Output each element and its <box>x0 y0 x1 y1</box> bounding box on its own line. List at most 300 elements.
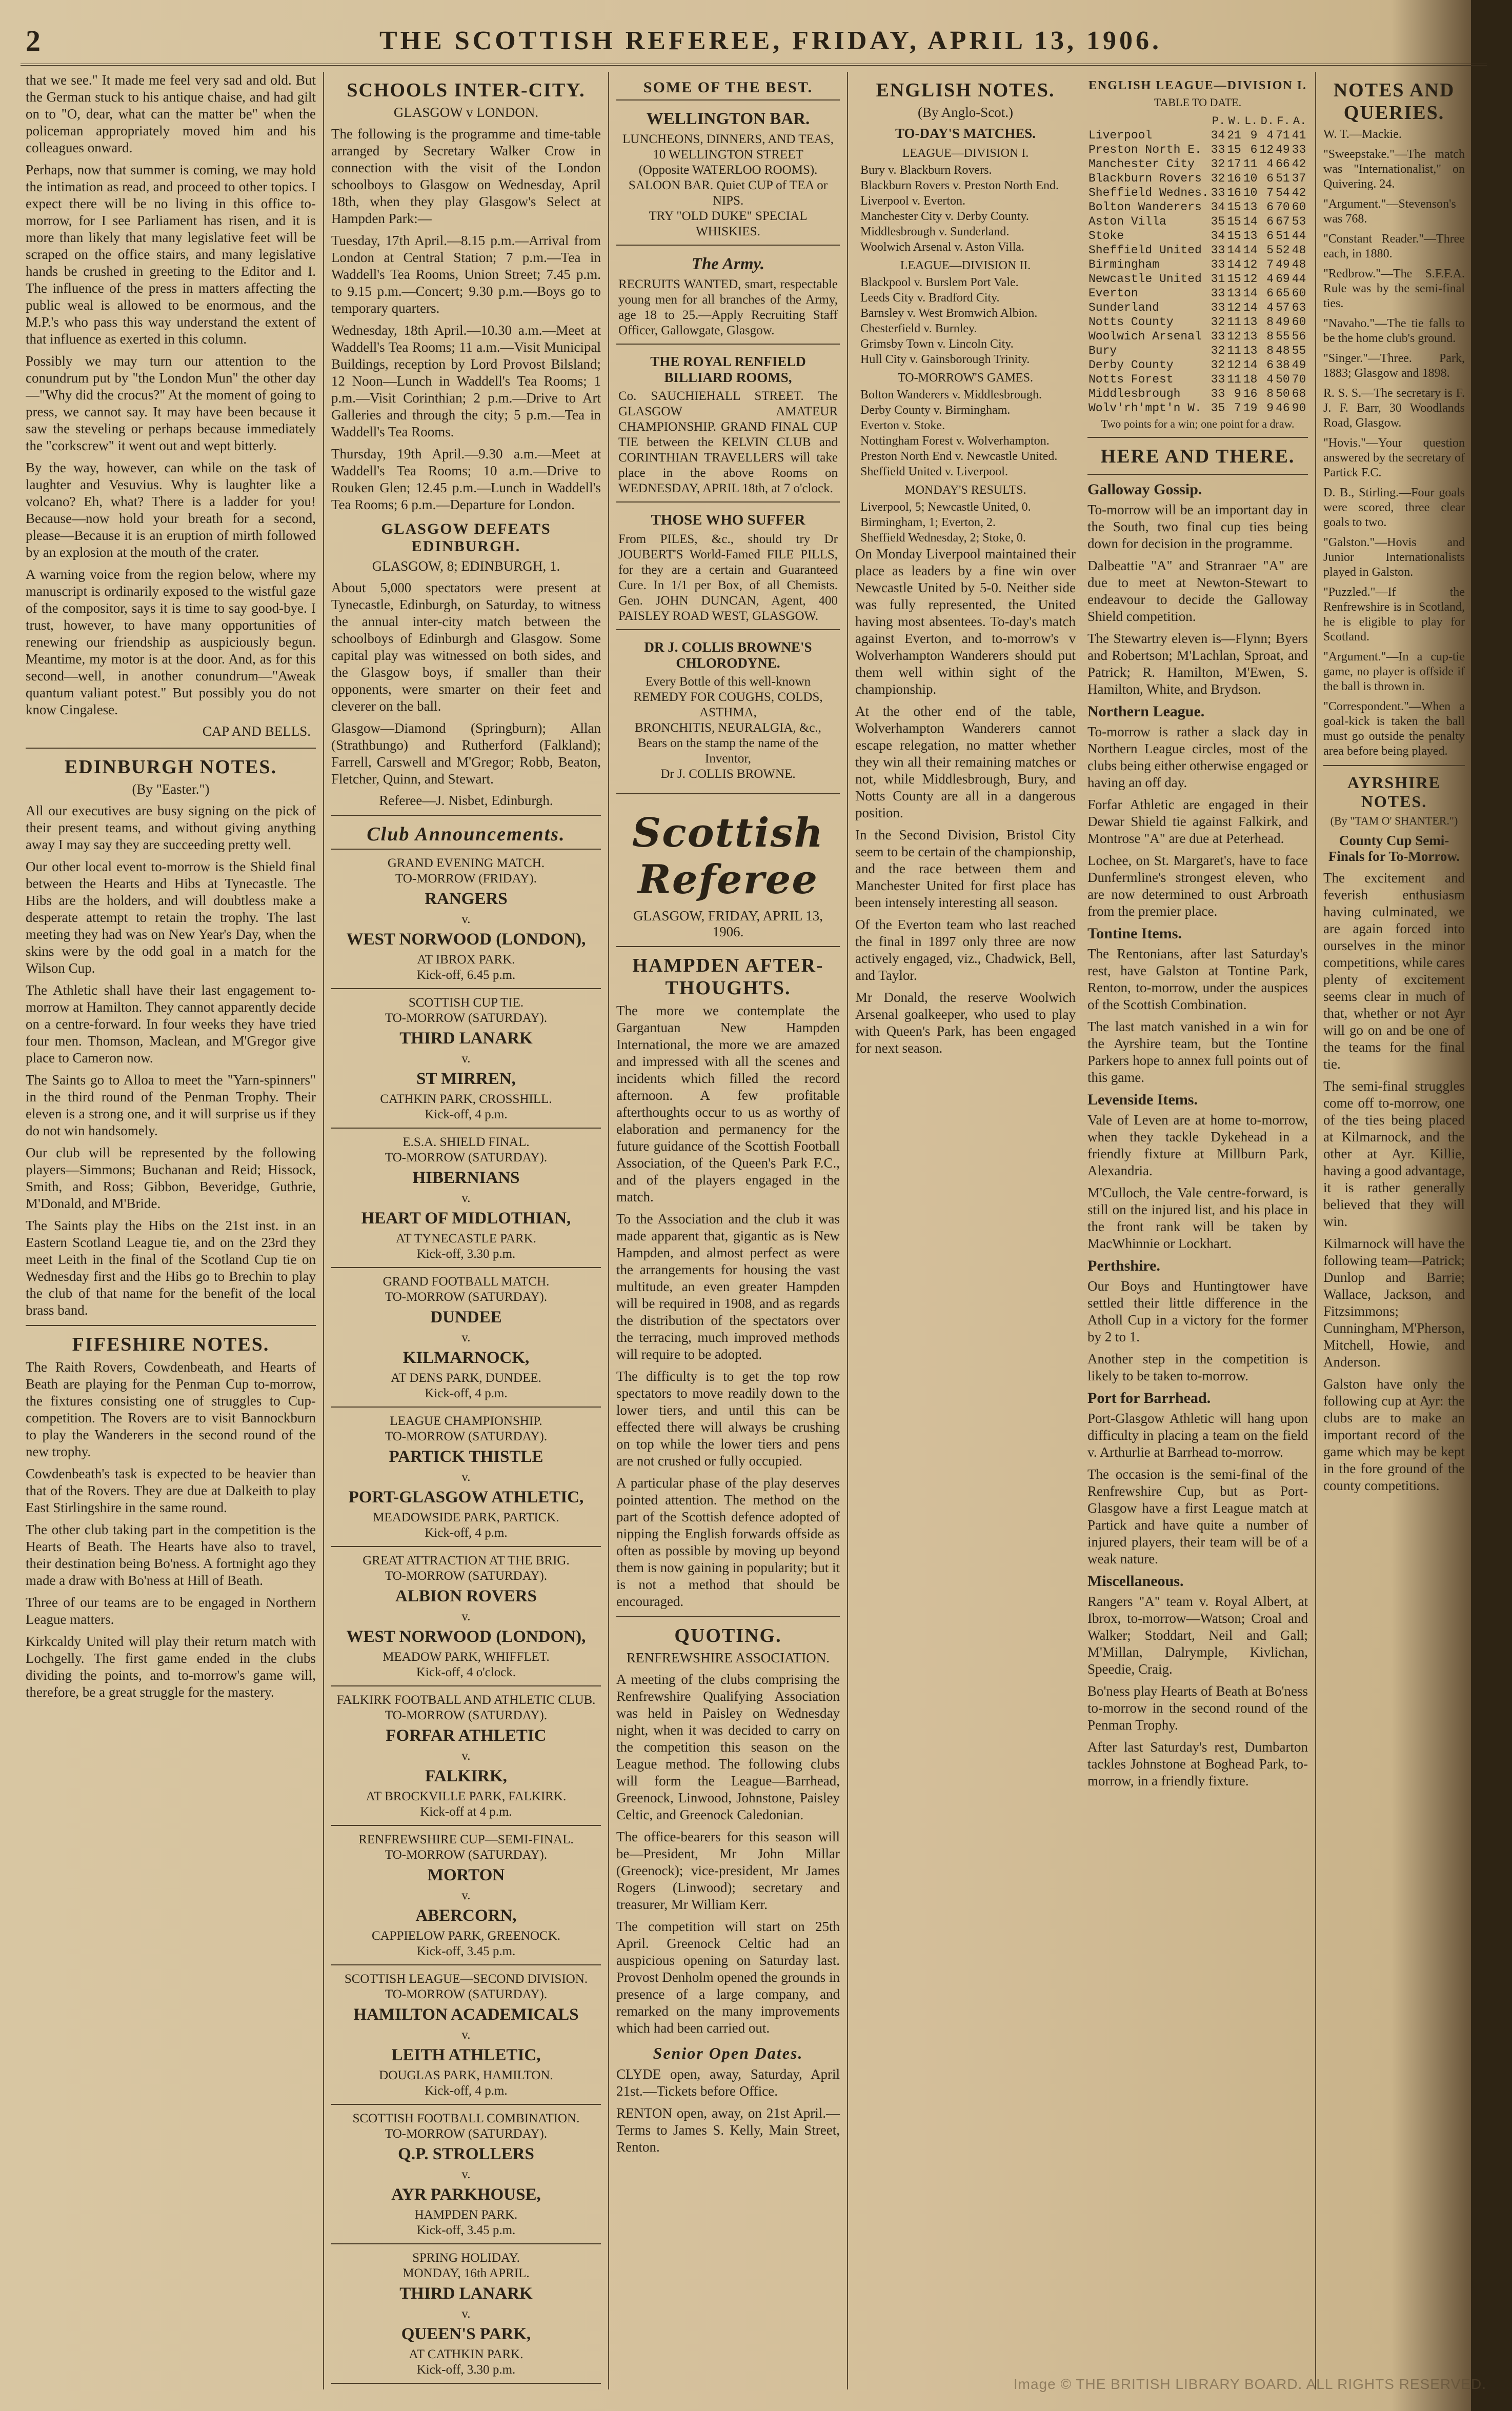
league-stat: 55 <box>1292 344 1306 357</box>
announcement-versus: v. <box>461 1749 471 1763</box>
announcement-detail: AT CATHKIN PARK. <box>409 2347 523 2361</box>
league-stat: 48 <box>1292 244 1306 257</box>
league-stat <box>1307 171 1308 186</box>
league-stat: 14 <box>1243 358 1258 372</box>
query-answer: "Correspondent."—When a goal-kick is taken the ball must go outside the penalty area before being played. <box>1323 700 1465 758</box>
announcement-detail: Kick-off, 6.45 p.m. <box>416 968 516 982</box>
paragraph: Possibly we may turn our attention to the conundrum put by "the London Mun" the other day—"Why did the crocus?" At the moment of going to press, we cannot say. It may have been because it saw the steveling or perhaps because immediately the "corkscrew" it went out and wept bitterly. <box>26 353 316 453</box>
page-edge-shadow <box>1471 0 1512 2411</box>
paragraph: A warning voice from the region below, where my manuscript is ordinarily exposed to the wistful gaze of the compositor, says it is time to say good-bye. I trust, however, to have many opportunities of renewing our friendship as auspiciously begun. Meantime, my motor is at the door. And, as for this second—well, in another conundrum—"Aweak quantum valiant potest." But possibly you do not know Cingalese. <box>26 567 316 717</box>
league-stat: 16 <box>1227 186 1241 199</box>
billiard-heading: THE ROYAL RENFIELD BILLIARD ROOMS, <box>650 354 806 385</box>
league-stat: 13 <box>1243 229 1258 243</box>
announcement-box <box>331 1685 601 1825</box>
league-stat: 4 <box>1266 157 1274 171</box>
league-club-name: Birmingham <box>1088 258 1160 271</box>
league-club-name: Sheffield United <box>1088 244 1202 257</box>
army-text: RECRUITS WANTED, smart, respectable young men for all branches of the Army, age 18 to 25.—Apply Recruiting Staff Officer, Gallowgate, Glasgow. <box>618 277 838 337</box>
league-stat: 57 <box>1276 301 1290 314</box>
league-stat: 34 <box>1211 200 1225 214</box>
fixture-row: Grimsby Town v. Lincoln City. <box>860 337 1014 351</box>
league-stat: 12 <box>1227 330 1241 343</box>
divider <box>1087 474 1308 475</box>
fixture-row: Barnsley v. West Bromwich Albion. <box>860 307 1038 320</box>
league-stat: 60 <box>1292 200 1306 214</box>
league-table-col-club <box>1087 114 1210 128</box>
schools-body <box>331 126 601 513</box>
here-and-there-heading: HERE AND THERE. <box>1100 446 1295 467</box>
advert-line: LUNCHEONS, DINNERS, AND TEAS, <box>622 132 834 146</box>
league-club-name: Middlesbrough <box>1088 387 1181 400</box>
ayrshire-byline: (By "TAM O' SHANTER.") <box>1330 814 1458 827</box>
announcement-team: ST MIRREN, <box>416 1070 516 1088</box>
announcement-line: TO-MORROW (SATURDAY). <box>385 1987 548 2001</box>
league-table-row <box>1087 358 1308 372</box>
fixture-row: Bolton Wanderers v. Middlesbrough. <box>860 388 1042 401</box>
league-stat: 11 <box>1227 315 1241 329</box>
league-stat: 17 <box>1227 157 1241 171</box>
league-stat: 8 <box>1266 344 1274 357</box>
paragraph: The Raith Rovers, Cowdenbeath, and Hearts of Beath are playing for the Penman Cup to-morrow, the fixtures consisting one of struggles to Cup-competition. The Rovers are to visit Bannockburn to play the Wanderers in the second round of the new trophy. <box>26 1359 316 1459</box>
league-club-name: Aston Villa <box>1088 215 1166 228</box>
league-club-name: Bolton Wanderers <box>1088 200 1202 214</box>
league-stat <box>1307 329 1308 344</box>
league-stat <box>1307 372 1308 387</box>
fixture-row: Bury v. Blackburn Rovers. <box>860 164 992 177</box>
divider <box>616 1616 840 1617</box>
league-stat: 15 <box>1227 143 1241 156</box>
league-stat: 33 <box>1211 373 1225 386</box>
announcement-versus: v. <box>461 1888 471 1902</box>
league-table-row <box>1087 128 1308 143</box>
league-club-name: Liverpool <box>1088 129 1153 142</box>
paragraph: At the other end of the table, Wolverhampton Wanderers cannot escape relegation, no matter whether they win all their remaining matches or not, while Middlesbrough, Bury, and Notts County are all in a dangerous position. <box>855 704 1076 820</box>
quoting-heading: QUOTING. <box>674 1625 782 1646</box>
league-stat: 13 <box>1243 330 1258 343</box>
league-stat: 65 <box>1276 287 1290 300</box>
column-5 <box>1323 72 1465 2389</box>
league-stat: 6 <box>1266 229 1274 243</box>
announcement-team: HEART OF MIDLOTHIAN, <box>361 1209 571 1228</box>
fixture-list-title: LEAGUE—DIVISION II. <box>900 259 1031 272</box>
query-answer: D. B., Stirling.—Four goals were scored, three clear goals to two. <box>1323 486 1465 529</box>
announcement-detail: MEADOWSIDE PARK, PARTICK. <box>373 1511 559 1524</box>
league-stat: 8 <box>1266 387 1274 400</box>
league-stat: 7 <box>1266 258 1274 271</box>
league-stat: 49 <box>1292 358 1306 372</box>
fixture-row: Liverpool, 5; Newcastle United, 0. <box>860 500 1031 514</box>
paragraph: On Monday Liverpool maintained their place as leaders by a fine win over Newcastle United by 5-0. Neither side was fully represented, the United having most absentees. To-day's match against Everton, and to-morrow's v Wolverhampton Wanderers should put them well within sight of the championship. <box>855 546 1076 697</box>
league-stat: 18 <box>1243 373 1258 386</box>
announcement-line: SCOTTISH LEAGUE—SECOND DIVISION. <box>344 1972 588 1986</box>
announcement-line: RENFREWSHIRE CUP—SEMI-FINAL. <box>358 1833 574 1846</box>
announcement-team: WEST NORWOOD (LONDON), <box>346 1628 586 1646</box>
announcement-box <box>331 1546 601 1685</box>
ayrshire-notes-body <box>1323 870 1465 1494</box>
schools-sub: GLASGOW v LONDON. <box>393 105 539 120</box>
league-stat: 12 <box>1259 143 1274 156</box>
league-stat: 71 <box>1276 129 1290 142</box>
league-stat: 6 <box>1266 287 1274 300</box>
quoting-body <box>616 1671 840 2037</box>
fixture-row: Middlesbrough v. Sunderland. <box>860 225 1010 238</box>
league-stat <box>1307 229 1308 243</box>
defeats-body <box>331 579 601 788</box>
league-stat: 6 <box>1250 143 1258 156</box>
hampden-body <box>616 1002 840 1610</box>
announcement-detail: AT IBROX PARK. <box>417 953 515 967</box>
paragraph: The other club taking part in the competition is the Hearts of Beath. The Hearts have also to travel, their destination being Bo'ness. A fortnight ago they made a draw with Bo'ness at Hill of Beath. <box>26 1522 316 1588</box>
announcement-box <box>331 849 601 988</box>
query-answer: W. T.—Mackie. <box>1323 128 1402 141</box>
announcement-box <box>331 1267 601 1407</box>
paragraph: The competition will start on 25th April. Greenock Celtic had an auspicious opening on Saturday last. Provost Denholm opened the grounds in presence of a large company, and remarked on the many improvements which had been carried out. <box>616 1919 840 2036</box>
league-stat: 44 <box>1292 229 1306 243</box>
open-date-item: RENTON open, away, on 21st April.—Terms to James S. Kelly, Main Street, Renton. <box>616 2105 840 2155</box>
fixture-row: Derby County v. Birmingham. <box>860 404 1011 417</box>
league-stat <box>1307 272 1308 286</box>
here-section-title: Tontine Items. <box>1087 925 1182 942</box>
league-stat: 60 <box>1292 315 1306 329</box>
league-table-row <box>1087 401 1308 415</box>
todays-matches-heading: TO-DAY'S MATCHES. <box>895 126 1036 141</box>
announcement-detail: Kick-off, 4 o'clock. <box>416 1665 516 1679</box>
announcement-line: SCOTTISH FOOTBALL COMBINATION. <box>352 2112 580 2125</box>
chlorodyne-advert <box>616 629 840 787</box>
club-announcements-heading: Club Announcements. <box>367 823 566 845</box>
announcement-team: Q.P. STROLLERS <box>398 2145 534 2163</box>
league-stat: 70 <box>1292 373 1306 386</box>
paragraph: The Stewartry eleven is—Flynn; Byers and Robertson; M'Lachlan, Sproat, and Patrick; R. Hamilton, M'Ewen, S. Hamilton, White, and Brydson. <box>1087 631 1308 697</box>
paragraph: Three of our teams are to be engaged in Northern League matters. <box>26 1595 316 1627</box>
announcement-line: TO-MORROW (SATURDAY). <box>385 1430 548 1443</box>
paragraph: Vale of Leven are at home to-morrow, when they tackle Dykehead in a friendly fixture at Millburn Park, Alexandria. <box>1087 1112 1308 1178</box>
league-stat: 9 <box>1234 387 1241 400</box>
paragraph: Rangers "A" team v. Royal Albert, at Ibrox, to-morrow—Watson; Croal and Walker; Stoddart, Neil and Gall; M'Millan, Dalrymple, Kivlichan, Speedie, Craig. <box>1087 1594 1308 1677</box>
announcement-team: FORFAR ATHLETIC <box>386 1726 547 1745</box>
divider <box>331 815 601 816</box>
league-stat: 32 <box>1211 358 1225 372</box>
league-stat <box>1307 200 1308 214</box>
column-rule <box>1315 72 1316 2389</box>
announcement-detail: Kick-off, 3.30 p.m. <box>416 2363 516 2377</box>
league-stat: 90 <box>1292 401 1306 415</box>
league-stat: 31 <box>1211 272 1225 286</box>
paragraph: Cowdenbeath's task is expected to be heavier than that of the Rovers. They are due at Dalkeith to play East Stirlingshire in the same round. <box>26 1466 316 1515</box>
league-stat: 42 <box>1292 186 1306 199</box>
league-stat: 13 <box>1227 287 1241 300</box>
paragraph: Another step in the competition is likely to be taken to-morrow. <box>1087 1351 1308 1383</box>
league-table-row <box>1087 329 1308 344</box>
here-section-title: Perthshire. <box>1087 1257 1160 1274</box>
league-stat: 32 <box>1211 157 1225 171</box>
fixture-row: Liverpool v. Everton. <box>860 194 966 208</box>
query-answer: "Argument."—In a cup-tie game, no player is offside if the ball is thrown in. <box>1323 650 1465 693</box>
fixture-row: Preston North End v. Newcastle United. <box>860 450 1058 463</box>
league-stat: 14 <box>1227 244 1241 257</box>
announcement-team: PORT-GLASGOW ATHLETIC, <box>348 1488 584 1506</box>
league-stat <box>1307 315 1308 329</box>
announcement-detail: Kick-off, 4 p.m. <box>425 1526 508 1540</box>
chlorodyne-heading: DR J. COLLIS BROWNE'S CHLORODYNE. <box>644 639 812 671</box>
league-club-name: Preston North E. <box>1088 143 1202 156</box>
announcement-team: PARTICK THISTLE <box>389 1448 543 1466</box>
suffer-advert <box>616 501 840 629</box>
league-stat: 14 <box>1243 215 1258 228</box>
announcement-line: TO-MORROW (SATURDAY). <box>385 1290 548 1304</box>
league-stat: 49 <box>1276 143 1290 156</box>
league-stat: 4 <box>1266 301 1274 314</box>
page-header <box>21 24 1487 66</box>
army-heading: The Army. <box>691 255 765 273</box>
league-club-name: Notts Forest <box>1088 373 1174 386</box>
league-stat: 19 <box>1243 401 1258 415</box>
announcement-team: HIBERNIANS <box>412 1169 520 1187</box>
paragraph: Tuesday, 17th April.—8.15 p.m.—Arrival from London at Central Station; 7 p.m.—Tea in Waddell's Tea Rooms, Union Street; 7.45 p.m. to 9.15 p.m.—Concert; 9.30 p.m.—Boys go to temporary quarters. <box>331 233 601 316</box>
wellington-bar-name: WELLINGTON BAR. <box>646 110 810 128</box>
column-1 <box>26 72 316 2389</box>
league-stat: 11 <box>1243 157 1258 171</box>
paragraph: The last match vanished in a win for the Ayrshire team, but the Tontine Parkers hope to annex full points out of this game. <box>1087 1019 1308 1085</box>
paragraph: Port-Glasgow Athletic will hang upon difficulty in placing a team on the field v. Arthurlie at Barrhead to-morrow. <box>1087 1411 1308 1460</box>
suffer-text: From PILES, &c., should try Dr JOUBERT'S World-Famed FILE PILLS, for they are a certain and Guaranteed Cure. In 1/1 per Box, of all Chemists. Gen. JOHN DUNCAN, Agent, 400 PAISLEY ROAD WEST, GLASGOW. <box>618 532 838 623</box>
league-table-row <box>1087 344 1308 358</box>
cap-and-bells-article <box>26 72 316 718</box>
announcement-team: LEITH ATHLETIC, <box>391 2046 541 2064</box>
announcement-line: TO-MORROW (FRIDAY). <box>395 872 537 886</box>
query-answer: "Hovis."—Your question answered by the secretary of Partick F.C. <box>1323 436 1465 479</box>
hampden-heading: HAMPDEN AFTER-THOUGHTS. <box>632 955 824 999</box>
announcement-detail: Kick-off, 3.45 p.m. <box>416 2223 516 2237</box>
league-table-row <box>1087 286 1308 300</box>
announcement-detail: Kick-off, 3.30 p.m. <box>416 1247 516 1261</box>
query-answer: "Constant Reader."—Three each, in 1880. <box>1323 232 1465 260</box>
column-3 <box>616 72 840 2389</box>
paragraph: that we see." It made me feel very sad and old. But the German stuck to his antique chaise, and had gilt on to "O, dear, what can the matter be" when the policeman appropriately moved him and his colleagues onward. <box>26 72 316 155</box>
league-stat: 5 <box>1266 244 1274 257</box>
article-signoff: CAP AND BELLS. <box>202 724 311 739</box>
league-stat: 53 <box>1292 215 1306 228</box>
fixture-row: Manchester City v. Derby County. <box>860 210 1029 223</box>
paragraph: Lochee, on St. Margaret's, have to face Dunfermline's strongest eleven, who are now determined to oust Arbroath from the premier place. <box>1087 853 1308 919</box>
announcement-box <box>331 1825 601 1964</box>
league-stat: 8 <box>1266 330 1274 343</box>
defeats-heading: GLASGOW DEFEATS EDINBURGH. <box>381 520 551 555</box>
announcement-versus: v. <box>461 1052 471 1066</box>
announcement-line: SPRING HOLIDAY. <box>412 2251 520 2265</box>
fifeshire-notes-heading: FIFESHIRE NOTES. <box>72 1334 270 1355</box>
announcement-line: GRAND FOOTBALL MATCH. <box>382 1275 550 1289</box>
league-stat: 16 <box>1243 387 1258 400</box>
league-stat: 49 <box>1276 258 1290 271</box>
league-club-name: Blackburn Rovers <box>1088 172 1202 185</box>
announcement-team: MORTON <box>427 1866 505 1884</box>
paragraph: By the way, however, can while on the task of laughter and Vesuvius. Why is laughter like a volcano? Eh, what? There is a ladder for you! Because—now hold your breath for a second, please—Because it is an eruption of mirth followed by an explosion at the mouth of the crater. <box>26 460 316 560</box>
paragraph: The following is the programme and time-table arranged by Secretary Walker Crow in connection with the visit of the London schoolboys to Glasgow on Wednesday, April 18th, when they play Glasgow's Select at Hampden Park:— <box>331 126 601 226</box>
english-notes-heading: ENGLISH NOTES. <box>876 79 1055 101</box>
league-club-name: Notts County <box>1088 315 1174 329</box>
announcement-detail: CATHKIN PARK, CROSSHILL. <box>380 1092 552 1106</box>
league-club-name: Sheffield Wednes. <box>1088 186 1209 199</box>
paragraph: To the Association and the club it was made apparent that, gigantic as is New Hampden, and almost perfect as were the arrangements for housing the vast multitude, an even greater Hampden will be required in 1908, and as regards the distribution of the spectators over the terracing, much improved methods will require to be adopted. <box>616 1211 840 1362</box>
paragraph: The Saints play the Hibs on the 21st inst. in an Eastern Scotland League tie, and on the 23rd they meet Leith in the final of the Scotland Cup tie on Wednesday first and the Hibs go to Brechin to play the club of that name for the benefit of the local brass band. <box>26 1218 316 1318</box>
best-heading: SOME OF THE BEST. <box>643 79 813 96</box>
referee-line: Referee—J. Nisbet, Edinburgh. <box>379 793 553 808</box>
league-stat: 51 <box>1276 229 1290 243</box>
league-stat: 15 <box>1227 272 1241 286</box>
league-table-row <box>1087 243 1308 257</box>
league-stat: 60 <box>1292 287 1306 300</box>
league-stat <box>1307 387 1308 401</box>
league-stat: 4 <box>1266 373 1274 386</box>
announcement-line: MONDAY, 16th APRIL. <box>402 2266 530 2280</box>
league-table-col: F. <box>1277 115 1291 128</box>
announcement-team: ABERCORN, <box>415 1906 517 1925</box>
paragraph: Bo'ness play Hearts of Beath at Bo'ness to-morrow in the second round of the Penman Trophy. <box>1087 1683 1308 1733</box>
league-stat: 46 <box>1276 401 1290 415</box>
league-table-header <box>1087 114 1308 128</box>
league-stat: 68 <box>1292 387 1306 400</box>
league-table-col: L. <box>1244 115 1258 128</box>
advert-line: TRY "OLD DUKE" SPECIAL WHISKIES. <box>649 209 808 238</box>
advert-line: Every Bottle of this well-known <box>645 675 811 689</box>
league-stat: 34 <box>1211 229 1225 243</box>
league-stat <box>1307 257 1308 272</box>
league-stat: 32 <box>1211 315 1225 329</box>
league-stat: 54 <box>1276 186 1290 199</box>
paragraph: Our club will be represented by the following players—Simmons; Buchanan and Reid; Hissock, Smith, and Ross; Gibbon, Beveridge, Guthrie, M'Donald, and M'Bride. <box>26 1145 316 1211</box>
paragraph: A meeting of the clubs comprising the Renfrewshire Qualifying Association was held in Paisley on Wednesday night, when it was decided to carry on the competition this season on the League method. The following clubs will form the League—Barrhead, Greenock, Linwood, Johnstone, Paisley Celtic, and Greenock Caledonian. <box>616 1672 840 1822</box>
league-stat: 55 <box>1276 330 1290 343</box>
league-stat: 50 <box>1276 387 1290 400</box>
league-stat: 33 <box>1211 143 1225 156</box>
league-table-column <box>1087 72 1308 1795</box>
here-section-title: Northern League. <box>1087 703 1205 720</box>
query-answer: "Navaho."—The tie falls to be the home club's ground. <box>1323 317 1465 345</box>
divider <box>1087 437 1308 438</box>
league-stat: 9 <box>1250 129 1258 142</box>
billiard-text: Co. SAUCHIEHALL STREET. The GLASGOW AMATEUR CHAMPIONSHIP. GRAND FINAL CUP TIE between the KELVIN CLUB and CORINTHIAN TRAVELLERS will take place in the above Rooms on WEDNESDAY, APRIL 18th, at 7 o'clock. <box>618 389 838 495</box>
announcement-detail: HAMPDEN PARK. <box>414 2208 518 2222</box>
quoting-sub: RENFREWSHIRE ASSOCIATION. <box>626 1650 830 1665</box>
league-stat: 66 <box>1276 157 1290 171</box>
paragraph: Kirkcaldy United will play their return match with Lochgelly. The first game ended in the clubs dividing the points, and to-morrow's game will, therefore, be a great struggle for the mastery. <box>26 1634 316 1700</box>
schools-heading: SCHOOLS INTER-CITY. <box>347 79 586 101</box>
column-rule <box>608 72 609 2389</box>
league-stat: 33 <box>1211 387 1225 400</box>
wellington-bar-lines <box>618 132 838 239</box>
league-stat <box>1307 300 1308 315</box>
paragraph: Of the Everton team who last reached the final in 1897 only three are now actively engaged, viz., Chadwick, Bell, and Taylor. <box>855 917 1076 983</box>
league-stat: 33 <box>1211 330 1225 343</box>
league-club-name: Sunderland <box>1088 301 1160 314</box>
query-answer: "Galston."—Hovis and Junior Internationalists played in Galston. <box>1323 536 1465 579</box>
paragraph: The occasion is the semi-final of the Renfrewshire Cup, but as Port-Glasgow have a first League match at Partick and have quite a number of injured players, their team will be of a weak nature. <box>1087 1466 1308 1566</box>
league-table-row <box>1087 200 1308 214</box>
announcement-team: QUEEN'S PARK, <box>401 2325 531 2343</box>
scottish-referee-masthead: Scottish Referee <box>632 810 824 903</box>
league-table-row <box>1087 387 1308 401</box>
advert-line: Dr J. COLLIS BROWNE. <box>660 767 796 781</box>
paragraph: Kilmarnock will have the following team—Patrick; Dunlop and Barrie; Wallace, Jackson, and Fitzsimmons; Cunningham, M'Pherson, Mitchell, Howie, and Anderson. <box>1323 1236 1465 1370</box>
paragraph: Glasgow—Diamond (Springburn); Allan (Strathbungo) and Rutherford (Falkland); Farrell, Carswell and M'Gregor; Robb, Beaton, Fletcher, Quinn, and Stewart. <box>331 720 601 787</box>
announcement-detail: MEADOW PARK, WHIFFLET. <box>382 1650 550 1664</box>
army-advert <box>616 245 840 344</box>
paragraph: The Rentonians, after last Saturday's rest, have Galston at Tontine Park, Renton, to-morrow, under the auspices of the Scottish Combination. <box>1087 946 1308 1012</box>
ayrshire-notes-heading: AYRSHIRE NOTES. <box>1347 773 1441 811</box>
league-stat: 4 <box>1266 129 1274 142</box>
column-rule <box>847 72 848 2389</box>
league-stat <box>1307 344 1308 358</box>
announcement-team: WEST NORWOOD (LONDON), <box>346 930 586 949</box>
league-stat: 49 <box>1276 315 1290 329</box>
billiard-advert <box>616 344 840 501</box>
league-club-name: Bury <box>1088 344 1117 357</box>
here-section-title: Galloway Gossip. <box>1087 481 1202 498</box>
league-stat: 14 <box>1243 301 1258 314</box>
league-club-name: Everton <box>1088 287 1138 300</box>
paragraph: To-morrow is rather a slack day in Northern League circles, most of the clubs being either otherwise engaged or having an off day. <box>1087 724 1308 790</box>
suffer-heading: THOSE WHO SUFFER <box>651 512 805 528</box>
edinburgh-byline: (By "Easter.") <box>132 781 210 797</box>
fixture-list-title: TO-MORROW'S GAMES. <box>898 371 1033 385</box>
league-stat <box>1307 186 1308 200</box>
announcement-detail: CAPPIELOW PARK, GREENOCK. <box>371 1929 561 1943</box>
fixture-row: Sheffield United v. Liverpool. <box>860 465 1008 478</box>
announcement-detail: Kick-off at 4 p.m. <box>420 1805 512 1819</box>
league-table-col: W. <box>1228 115 1242 128</box>
paragraph: Our Boys and Huntingtower have settled their little difference in the Atholl Cup in a victory for the former by 2 to 1. <box>1087 1278 1308 1344</box>
announcement-team: RANGERS <box>425 890 508 908</box>
league-stat: 6 <box>1266 215 1274 228</box>
paragraph: The Saints go to Alloa to meet the "Yarn-spinners" in the third round of the Penman Trophy. Their eleven is a strong one, and it will surprise us if they do not win handsomely. <box>26 1072 316 1138</box>
league-stat: 35 <box>1211 215 1225 228</box>
announcement-team: KILMARNOCK, <box>402 1349 530 1367</box>
league-stat: 4 <box>1266 272 1274 286</box>
league-stat: 15 <box>1227 229 1241 243</box>
fixture-row: Blackpool v. Burslem Port Vale. <box>860 276 1019 289</box>
image-credit: Image © THE BRITISH LIBRARY BOARD. ALL RIGHTS RESERVED. <box>1013 2376 1486 2392</box>
paragraph: After last Saturday's rest, Dumbarton tackles Johnstone at Boghead Park, to-morrow, in a friendly fixture. <box>1087 1739 1308 1789</box>
query-answer: R. S. S.—The secretary is F. J. F. Barr, 30 Woodlands Road, Glasgow. <box>1323 387 1465 430</box>
announcement-detail: Kick-off, 4 p.m. <box>425 1387 508 1400</box>
chlorodyne-lines <box>618 674 838 782</box>
league-stat: 12 <box>1243 272 1258 286</box>
announcement-line: LEAGUE CHAMPIONSHIP. <box>390 1414 542 1428</box>
league-stat: 14 <box>1227 258 1241 271</box>
column-2 <box>331 72 601 2389</box>
league-stat: 33 <box>1292 143 1306 156</box>
league-stat: 12 <box>1227 301 1241 314</box>
paragraph: Dalbeattie "A" and Stranraer "A" are due to meet at Newton-Stewart to endeavour to decide the Galloway Shield competition. <box>1087 558 1308 624</box>
league-table <box>1087 114 1308 415</box>
league-stat: 12 <box>1227 358 1241 372</box>
notes-queries-heading: NOTES AND QUERIES. <box>1333 79 1455 124</box>
league-club-name: Derby County <box>1088 358 1174 372</box>
paragraph: The Athletic shall have their last engagement to-morrow at Hamilton. They cannot apparently decide on a centre-forward. In four weeks they have tried four men. Thomson, Maclean, and M'Gregor give place to Cameron now. <box>26 982 316 1066</box>
paragraph: M'Culloch, the Vale centre-forward, is still on the injured list, and his place in the front rank will be taken by MacWhinnie or Lockhart. <box>1087 1185 1308 1251</box>
league-stat: 70 <box>1276 200 1290 214</box>
announcement-box <box>331 2243 601 2383</box>
league-stat: 7 <box>1266 186 1274 199</box>
advert-line: SALOON BAR. Quiet CUP of TEA or NIPS. <box>628 178 828 208</box>
announcement-team: FALKIRK, <box>425 1767 507 1785</box>
paragraph: Perhaps, now that summer is coming, we may hold the intimation as read, and proceed to other topics. I expect there will be no living in this office to-morrow, for I see Parliament has risen, and it is more than likely that many legislative feet will be scraped on the office stairs, and many legislative hands be crushed in greeting to the Editor and I. The influence of the press in matters affecting the public weal is allowed to be enormous, and the M.P.'s who pass this way understand the extent of that influence as exerted in this column. <box>26 162 316 347</box>
announcement-box <box>331 2383 601 2389</box>
announcement-detail: Kick-off, 3.45 p.m. <box>416 1944 516 1958</box>
league-stat <box>1307 214 1308 229</box>
league-stat: 41 <box>1292 129 1306 142</box>
